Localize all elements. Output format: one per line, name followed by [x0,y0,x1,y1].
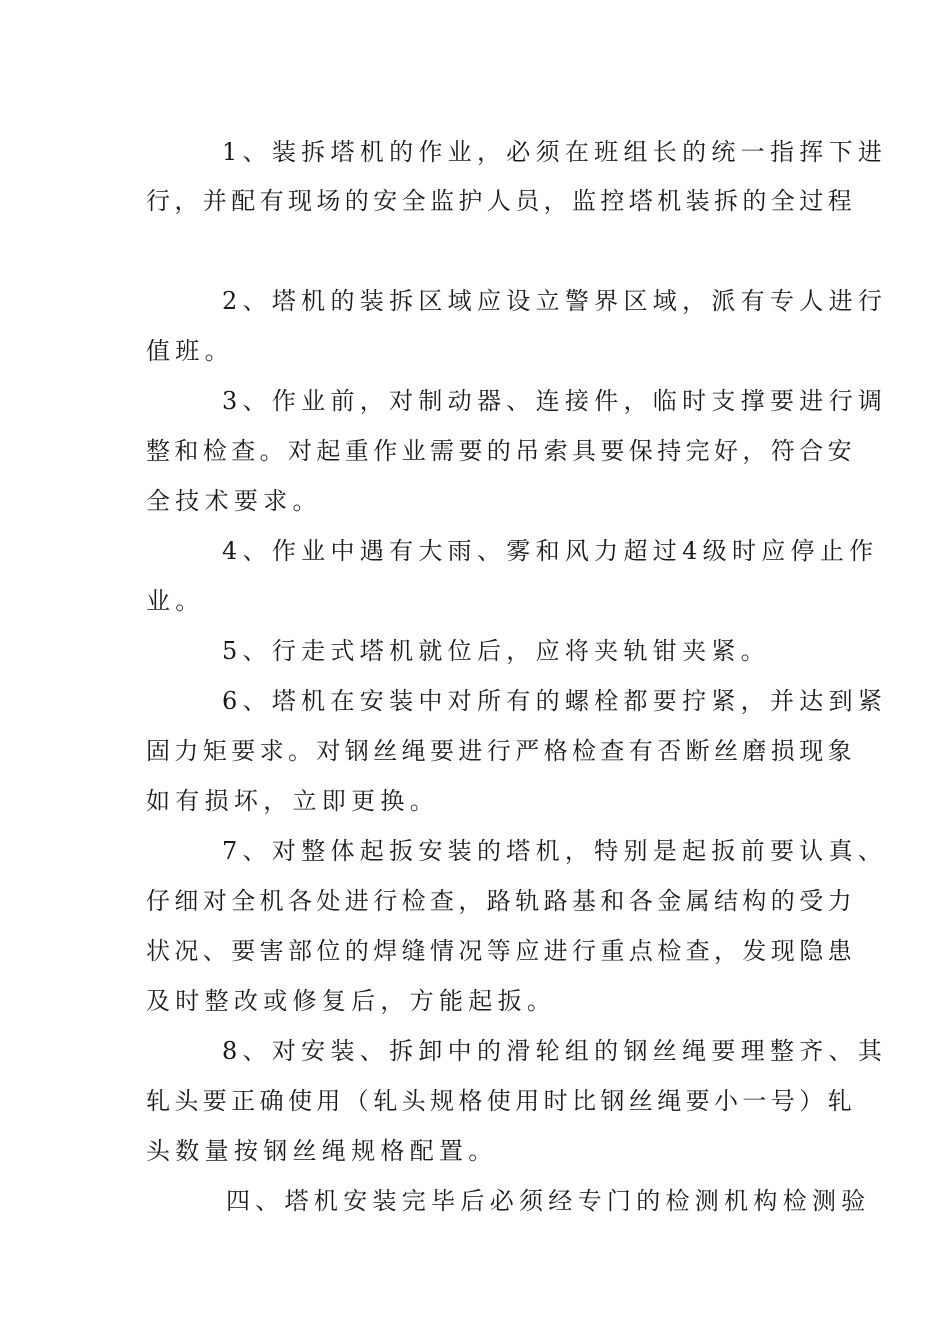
item-8-line-2: 轧头要正确使用（轧头规格使用时比钢丝绳要小一号）轧 [146,1087,856,1115]
item-3-line-1: 3、作业前，对制动器、连接件，临时支撑要进行调 [222,387,888,415]
item-8-line-1: 8、对安装、拆卸中的滑轮组的钢丝绳要理整齐、其 [222,1037,888,1065]
item-1-line-1: 1、装拆塔机的作业，必须在班组长的统一指挥下进 [222,138,888,166]
item-7-line-2: 仔细对全机各处进行检查，路轨路基和各金属结构的受力 [146,887,856,915]
item-8-line-3: 头数量按钢丝绳规格配置。 [146,1137,498,1165]
item-7-line-1: 7、对整体起扳安装的塔机，特别是起扳前要认真、 [222,837,888,865]
item-2-line-1: 2、塔机的装拆区域应设立警界区域，派有专人进行 [222,287,888,315]
item-4-line-2: 业。 [146,587,205,615]
item-5-line-1: 5、行走式塔机就位后，应将夹轨钳夹紧。 [222,637,770,665]
item-6-line-1: 6、塔机在安装中对所有的螺栓都要拧紧，并达到紧 [222,687,888,715]
item-7-line-4: 及时整改或修复后，方能起扳。 [146,987,557,1015]
item-3-line-2: 整和检查。对起重作业需要的吊索具要保持完好，符合安 [146,437,856,465]
item-6-line-3: 如有损坏，立即更换。 [146,787,439,815]
item-7-line-3: 状况、要害部位的焊缝情况等应进行重点检查，发现隐患 [146,937,856,965]
section-4-line-1: 四、塔机安装完毕后必须经专门的检测机构检测验 [226,1187,871,1215]
item-3-line-3: 全技术要求。 [146,487,322,515]
item-2-line-2: 值班。 [146,337,234,365]
item-1-line-2: 行，并配有现场的安全监护人员，监控塔机装拆的全过程 [146,187,856,215]
item-4-line-1: 4、作业中遇有大雨、雾和风力超过4级时应停止作 [222,537,879,565]
item-6-line-2: 固力矩要求。对钢丝绳要进行严格检查有否断丝磨损现象 [146,737,856,765]
